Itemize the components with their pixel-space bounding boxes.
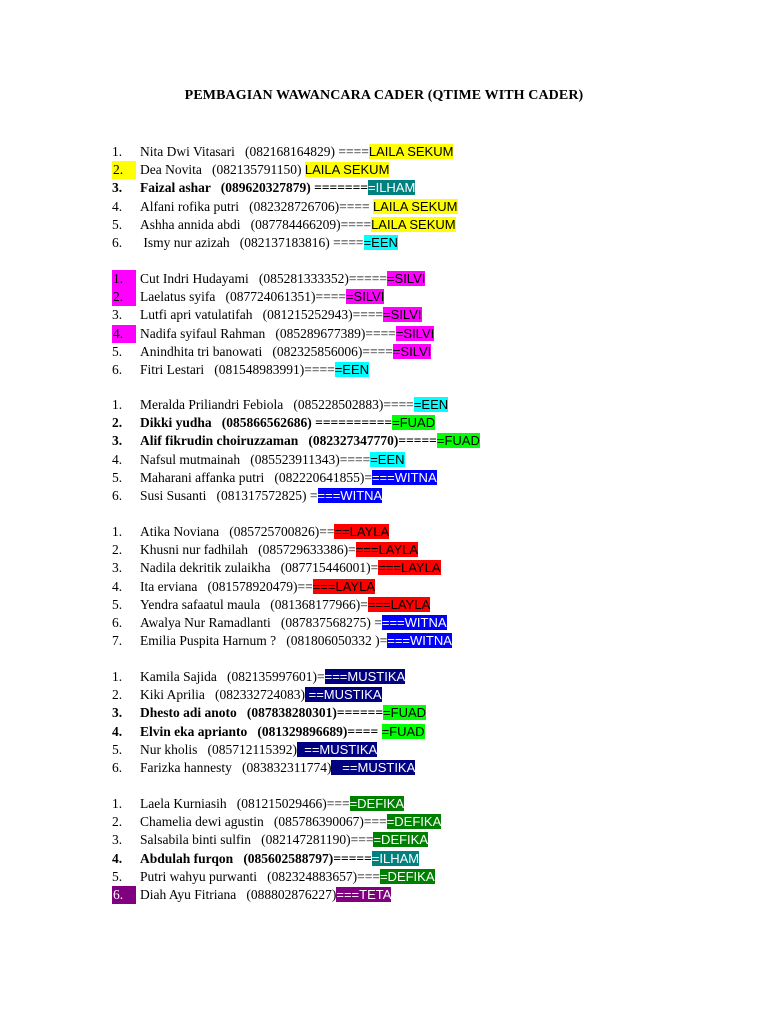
person-name: Nadila dekritik zulaikha (140, 560, 281, 576)
list-item (112, 270, 752, 288)
interviewer-tag: ==LAYLA (334, 524, 390, 539)
phone-number: (081329896689) (257, 723, 348, 739)
list-item (112, 578, 752, 596)
item-text (140, 614, 447, 632)
phone-number: (085228502883) (293, 397, 384, 412)
separator: === (363, 814, 387, 830)
phone-number: (085725700826) (229, 524, 320, 539)
list-item (112, 234, 752, 252)
separator: === (326, 796, 350, 811)
list-item (112, 161, 752, 179)
item-text (140, 868, 435, 886)
item-text (140, 596, 430, 614)
phone-number: (083832311774) (241, 759, 332, 775)
item-number: 6. (112, 234, 123, 250)
interviewer-tag: =EEN (334, 361, 370, 377)
person-name: Nur kholis (140, 741, 208, 757)
person-name: Faizal ashar (140, 180, 221, 196)
phone-number: (081578920479) (207, 578, 298, 594)
interviewer-tag: LAILA SEKUM (304, 162, 390, 178)
phone-number: (085602588797) (243, 850, 334, 866)
item-text (140, 288, 384, 306)
list-item (112, 198, 752, 216)
person-name: Nadifa syifaul Rahman (140, 325, 276, 341)
item-number: 6. (112, 487, 123, 503)
interviewer-tag: ==MUSTIKA (297, 741, 378, 757)
person-name: Yendra safaatul maula (140, 596, 271, 612)
separator: = (379, 633, 388, 649)
interview-group (112, 668, 752, 777)
phone-number: (085866562686) (221, 415, 312, 431)
item-text (140, 234, 398, 252)
interviewer-tag: =EEN (363, 234, 398, 250)
phone-number: (087837568275) (280, 614, 371, 630)
phone-number: (082327347770) (308, 433, 399, 449)
person-name: Dikki yudha (140, 415, 222, 431)
list-item (112, 306, 752, 324)
interviewer-tag: =SILVI (386, 271, 426, 286)
separator: === (350, 832, 374, 848)
separator: == (297, 578, 313, 594)
item-number: 3. (112, 180, 123, 196)
item-number: 1. (112, 796, 123, 811)
separator: ==== (340, 216, 372, 232)
item-number: 4. (112, 578, 123, 594)
separator: ==== (339, 451, 371, 467)
interviewer-tag: =FUAD (381, 723, 425, 739)
separator: ==== (315, 289, 346, 305)
interview-group (112, 396, 752, 505)
list-item (112, 686, 752, 704)
person-name: Lutfi apri vatulatifah (140, 307, 263, 323)
list-item (112, 288, 752, 306)
phone-number: (082135997601) (226, 669, 317, 684)
list-item (112, 143, 752, 161)
phone-number: (087838280301) (246, 705, 337, 721)
interviewer-tag: ===LAYLA (355, 542, 419, 558)
person-name: Farizka hannesty (140, 759, 242, 775)
list-item (112, 704, 752, 722)
separator: ======= (310, 180, 368, 196)
list-item (112, 487, 752, 505)
item-text (140, 559, 441, 577)
interviewer-tag: ==MUSTIKA (305, 687, 382, 703)
interviewer-tag: ===MUSTIKA (324, 669, 406, 684)
item-number: 4. (112, 451, 123, 467)
page-title: PEMBAGIAN WAWANCARA CADER (QTIME WITH CADER) (184, 88, 584, 103)
interviewer-tag: =EEN (370, 451, 405, 467)
person-name: Salsabila binti sulfin (140, 832, 262, 848)
interviewer-tag: LAILA SEKUM (372, 198, 458, 214)
person-name: Awalya Nur Ramadlanti (140, 614, 281, 630)
item-text (140, 831, 428, 849)
list-item (112, 723, 752, 741)
interviewer-tag: =ILHAM (367, 180, 416, 196)
item-text (140, 704, 426, 722)
item-text (140, 306, 422, 324)
item-number: 2. (112, 687, 123, 703)
item-number: 3. (112, 433, 123, 449)
item-number: 2. (112, 288, 136, 306)
list-item (112, 596, 752, 614)
separator: ===== (398, 433, 437, 449)
separator: = (316, 669, 325, 684)
phone-number: (085712115392) (207, 741, 297, 757)
interviewer-tag: LAILA SEKUM (371, 216, 456, 232)
item-number: 4. (112, 723, 123, 739)
phone-number: (082328726706) (249, 198, 340, 214)
item-number: 6. (112, 759, 123, 775)
list-item (112, 523, 752, 541)
person-name: Laelatus syifa (140, 289, 226, 305)
interview-group (112, 523, 752, 650)
item-text (140, 795, 404, 813)
interview-group (112, 270, 752, 379)
phone-number: (089620327879) (220, 180, 311, 196)
person-name: Nita Dwi Vitasari (140, 144, 246, 159)
item-number: 2. (112, 814, 123, 830)
list-item (112, 850, 752, 868)
item-text (140, 451, 405, 469)
item-number: 6. (112, 886, 136, 904)
separator: = (370, 560, 379, 576)
person-name: Alfani rofika putri (140, 198, 250, 214)
item-text (140, 179, 415, 197)
item-text (140, 723, 425, 741)
person-name: Dea Novita (140, 162, 212, 178)
phone-number: (087784466209) (250, 216, 341, 232)
item-text (140, 523, 389, 541)
separator: = (370, 614, 382, 630)
list-item (112, 886, 752, 904)
person-name: Diah Ayu Fitriana (140, 886, 247, 902)
separator: = (360, 596, 368, 612)
item-text (140, 343, 431, 361)
item-text (140, 469, 437, 487)
person-name: Nafsul mutmainah (140, 451, 251, 467)
interviewer-tag: ===LAYLA (367, 596, 431, 612)
interviewer-tag: =SILVI (345, 289, 385, 305)
item-number: 4. (112, 198, 123, 214)
item-text (140, 161, 389, 179)
phone-number: (081806050332 ) (286, 633, 380, 649)
list-item (112, 759, 752, 777)
person-name: Anindhita tri banowati (140, 343, 273, 359)
interviewer-tag: =DEFIKA (373, 832, 429, 848)
interviewer-tag: ===LAYLA (312, 578, 375, 594)
item-number: 3. (112, 705, 123, 721)
interviewer-tag: =DEFIKA (379, 868, 435, 884)
interview-group (112, 143, 752, 252)
person-name: Maharani affanka putri (140, 469, 275, 485)
separator: ===== (333, 850, 372, 866)
phone-number: (082324883657) (267, 868, 358, 884)
person-name: Dhesto adi anoto (140, 705, 247, 721)
separator: ==== (347, 723, 382, 739)
list-item (112, 795, 752, 813)
phone-number: (085786390067) (273, 814, 364, 830)
person-name: Ashha annida abdi (140, 216, 251, 232)
item-number: 3. (112, 307, 123, 323)
interviewer-tag: LAILA SEKUM (368, 144, 454, 159)
interviewer-tag: =DEFIKA (386, 814, 442, 830)
item-text (140, 632, 452, 650)
person-name: Abdulah furqon (140, 850, 244, 866)
interviewer-tag: =SILVI (395, 325, 435, 341)
interviewer-tag: ===WITNA (317, 487, 383, 503)
item-text (140, 414, 435, 432)
item-text (140, 759, 415, 777)
item-number: 1. (112, 270, 136, 288)
item-text (140, 396, 448, 414)
separator: ==== (383, 397, 414, 412)
person-name: Kiki Aprilia (140, 687, 215, 703)
item-number: 5. (112, 216, 123, 232)
separator: ==== (365, 325, 396, 341)
phone-number: (088802876227) (246, 886, 337, 902)
list-item (112, 559, 752, 577)
phone-number: (082220641855) (274, 469, 365, 485)
phone-number: (081368177966) (270, 596, 361, 612)
phone-number: (082147281190) (261, 832, 351, 848)
list-item (112, 741, 752, 759)
item-text (140, 813, 441, 831)
phone-number: (082137183816) (239, 234, 330, 250)
interviewer-tag: ===LAYLA (378, 560, 441, 576)
list-item (112, 541, 752, 559)
interviewer-tag: =EEN (413, 397, 449, 412)
separator: ===== (348, 271, 387, 286)
person-name: Putri wahyu purwanti (140, 868, 268, 884)
item-text (140, 541, 418, 559)
phone-number: (085289677389) (275, 325, 366, 341)
list-item (112, 614, 752, 632)
item-text (140, 198, 458, 216)
interviewer-tag: ===WITNA (387, 633, 452, 649)
item-number: 5. (112, 596, 123, 612)
phone-number: (081548983991) (214, 361, 305, 377)
interviewer-tag: =SILVI (392, 343, 432, 359)
item-number: 6. (112, 361, 123, 377)
item-number: 5. (112, 343, 123, 359)
phone-number: (081215252943) (262, 307, 353, 323)
item-text (140, 361, 369, 379)
item-number: 5. (112, 469, 123, 485)
separator: ==== (339, 198, 373, 214)
separator: ==== (362, 343, 393, 359)
separator: ==== (329, 234, 364, 250)
separator: = (364, 469, 372, 485)
phone-number: (085523911343) (250, 451, 340, 467)
list-item (112, 813, 752, 831)
separator: ==== (304, 361, 335, 377)
list-item (112, 361, 752, 379)
person-name: Atika Noviana (140, 524, 230, 539)
list-item (112, 451, 752, 469)
list-item (112, 343, 752, 361)
person-name: Fitri Lestari (140, 361, 215, 377)
item-text (140, 668, 405, 686)
list-item (112, 632, 752, 650)
item-text (140, 578, 375, 596)
item-text (140, 216, 456, 234)
item-text (140, 270, 425, 288)
item-number: 3. (112, 832, 123, 848)
interviewer-tag: =SILVI (383, 307, 422, 323)
item-text (140, 325, 434, 343)
phone-number: (087724061351) (225, 289, 316, 305)
item-text (140, 432, 480, 450)
person-name: Emilia Puspita Harnum ? (140, 633, 287, 649)
list-item (112, 216, 752, 234)
item-text (140, 850, 419, 868)
phone-number: (081317572825) (216, 487, 307, 503)
separator: ==== (352, 307, 384, 323)
phone-number: (081215029466) (236, 796, 327, 811)
interviewer-tag: =FUAD (436, 433, 480, 449)
list-item (112, 325, 752, 343)
interviewer-tag: ===TETA (336, 886, 392, 902)
list-item (112, 396, 752, 414)
person-name: Kamila Sajida (140, 669, 227, 684)
separator: === (357, 868, 380, 884)
person-name: Khusni nur fadhilah (140, 542, 259, 558)
phone-number: (087715446001) (280, 560, 371, 576)
item-number: 5. (112, 868, 123, 884)
phone-number: (085729633386) (258, 542, 349, 558)
item-number: 1. (112, 397, 123, 412)
item-number: 4. (112, 850, 123, 866)
item-text (140, 686, 382, 704)
phone-number: (082325856006) (272, 343, 363, 359)
item-number: 3. (112, 560, 123, 576)
separator: == (319, 524, 335, 539)
item-text (140, 741, 377, 759)
item-text (140, 886, 391, 904)
person-name: Susi Susanti (140, 487, 217, 503)
separator: ==== (335, 144, 369, 159)
item-number: 6. (112, 614, 123, 630)
item-text (140, 143, 453, 161)
person-name: Alif fikrudin choiruzzaman (140, 433, 309, 449)
interviewer-tag: =DEFIKA (349, 796, 405, 811)
item-number: 2. (112, 415, 123, 431)
interviewer-tag: =FUAD (392, 415, 436, 431)
item-number: 1. (112, 669, 123, 684)
interviewer-tag: =FUAD (383, 705, 427, 721)
separator: ========== (311, 415, 393, 431)
person-name: Laela Kurniasih (140, 796, 237, 811)
interviewer-tag: ===WITNA (381, 614, 447, 630)
item-number: 5. (112, 741, 123, 757)
person-name: Chamelia dewi agustin (140, 814, 274, 830)
item-number: 1. (112, 144, 123, 159)
phone-number: (082332724083) (215, 687, 305, 703)
person-name: Cut Indri Hudayami (140, 271, 259, 286)
separator: = (348, 542, 356, 558)
item-text (140, 487, 382, 505)
list-item (112, 414, 752, 432)
list-item (112, 179, 752, 197)
interviewer-tag: ==MUSTIKA (331, 759, 416, 775)
list-item (112, 868, 752, 886)
separator: = (306, 487, 318, 503)
item-number: 7. (112, 633, 123, 649)
interview-group (112, 795, 752, 904)
phone-number: (082135791150) (211, 162, 302, 178)
person-name: Ismy nur azizah (140, 234, 240, 250)
separator: ====== (336, 705, 384, 721)
list-item (112, 432, 752, 450)
list-item (112, 469, 752, 487)
item-number: 2. (112, 542, 123, 558)
interviewer-tag: ===WITNA (371, 469, 437, 485)
phone-number: (085281333352) (258, 271, 349, 286)
list-item (112, 831, 752, 849)
list-item (112, 668, 752, 686)
person-name: Meralda Priliandri Febiola (140, 397, 294, 412)
item-number: 4. (112, 325, 136, 343)
item-number: 2. (112, 161, 136, 179)
person-name: Ita erviana (140, 578, 208, 594)
phone-number: (082168164829) (245, 144, 336, 159)
interviewer-tag: =ILHAM (371, 850, 420, 866)
item-number: 1. (112, 524, 123, 539)
person-name: Elvin eka aprianto (140, 723, 258, 739)
